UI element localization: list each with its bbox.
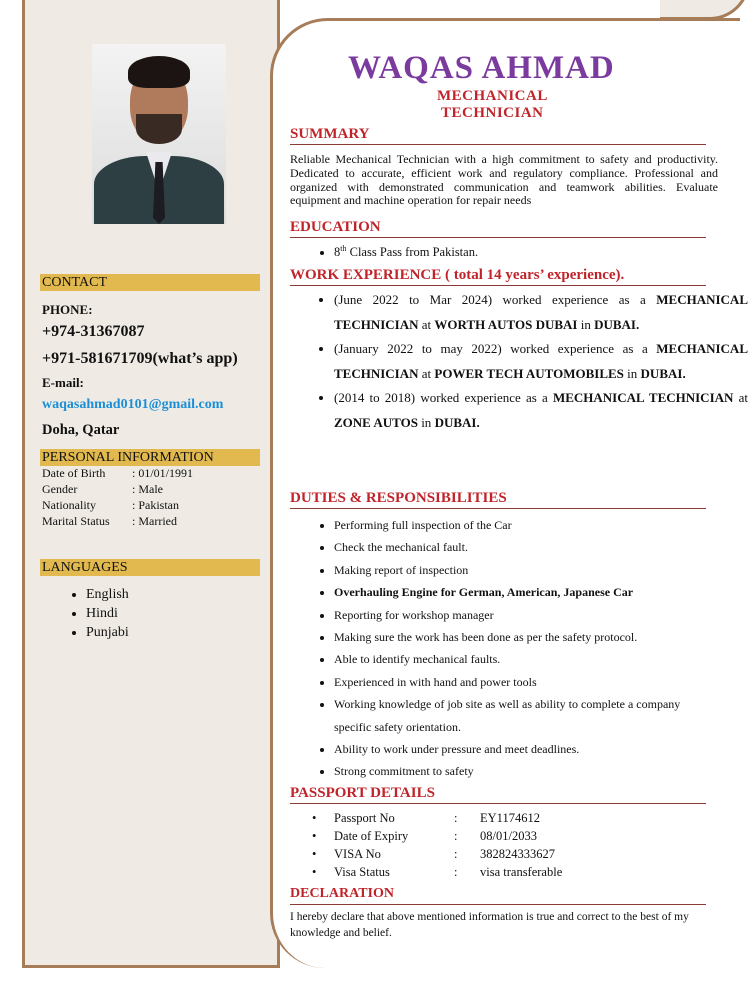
duty-item: • Making sure the work has been done as per the safety protocol.: [334, 626, 684, 648]
contact-heading: CONTACT: [40, 274, 260, 291]
corner-decoration: [660, 0, 749, 20]
email-label: E-mail:: [42, 375, 84, 390]
phone-2: +971-581671709(what’s app): [42, 350, 238, 367]
duty-item: • Performing full inspection of the Car: [334, 514, 684, 536]
candidate-name: WAQAS AHMAD: [348, 50, 615, 86]
personal-row: Marital Status : Married: [42, 514, 177, 528]
personal-row: Gender : Male: [42, 482, 163, 496]
education-list: [290, 244, 478, 260]
duty-item: • Strong commitment to safety: [334, 760, 684, 782]
languages-heading: LANGUAGES: [40, 559, 260, 576]
personal-info-heading: PERSONAL INFORMATION: [40, 449, 260, 466]
personal-row: Date of Birth : 01/01/1991: [42, 466, 194, 480]
duty-item: • Experienced in with hand and power tools: [334, 671, 684, 693]
declaration-heading: DECLARATION: [290, 885, 706, 905]
personal-row: Nationality : Pakistan: [42, 498, 179, 512]
duty-item: • Making report of inspection: [334, 559, 684, 581]
duty-item: • Check the mechanical fault.: [334, 536, 684, 558]
work-item: • (2014 to 2018) worked experience as a MECHANICAL TECHNICIAN at ZONE AUTOS in DUBAI.: [334, 386, 748, 435]
passport-heading: PASSPORT DETAILS: [290, 784, 706, 804]
job-title-line1: MECHANICAL: [437, 88, 548, 104]
duty-item: • Overhauling Engine for German, American, Japanese Car: [334, 581, 684, 603]
education-heading: EDUCATION: [290, 218, 706, 238]
work-item: • (January 2022 to may 2022) worked experience as a MECHANICAL TECHNICIAN at POWER TECH AUTOMOBILES in DUBAI.: [334, 337, 748, 386]
phone-1: +974-31367087: [42, 323, 145, 340]
duty-item: • Able to identify mechanical faults.: [334, 648, 684, 670]
work-list: [290, 288, 748, 436]
language-item: • Punjabi: [86, 623, 129, 642]
phone-label: PHONE:: [42, 302, 93, 317]
duty-item: • Working knowledge of job site as well as ability to complete a company specific safety orientation.: [334, 693, 684, 738]
education-item: • 8th Class Pass from Pakistan.: [334, 244, 478, 260]
declaration-text: I hereby declare that above mentioned information is true and correct to the best of my knowledge and belief.: [290, 911, 689, 939]
summary-text: Reliable Mechanical Technician with a high commitment to safety and productivity. Dedicated to accurate, efficient work and regulatory compliance. Professional and organized with demonstrated communication and teamwork abilities. Evaluate equipment and machine operation for repair needs: [290, 152, 718, 208]
work-item: • (June 2022 to Mar 2024) worked experience as a MECHANICAL TECHNICIAN at WORTH AUTOS DUBAI in DUBAI.: [334, 288, 748, 337]
duties-heading: DUTIES & RESPONSIBILITIES: [290, 489, 706, 509]
language-item: • English: [86, 585, 129, 604]
job-title-line2: TECHNICIAN: [441, 105, 544, 121]
duty-item: • Reporting for workshop manager: [334, 604, 684, 626]
language-item: • Hindi: [86, 604, 129, 623]
summary-heading: SUMMARY: [290, 125, 706, 145]
languages-list: [44, 585, 129, 642]
location: Doha, Qatar: [42, 422, 120, 438]
duties-list: [290, 514, 684, 783]
profile-photo: [92, 44, 226, 224]
email-address[interactable]: waqasahmad0101@gmail.com: [42, 397, 224, 412]
work-heading: WORK EXPERIENCE ( total 14 years’ experience).: [290, 266, 706, 286]
duty-item: • Ability to work under pressure and meet deadlines.: [334, 738, 684, 760]
